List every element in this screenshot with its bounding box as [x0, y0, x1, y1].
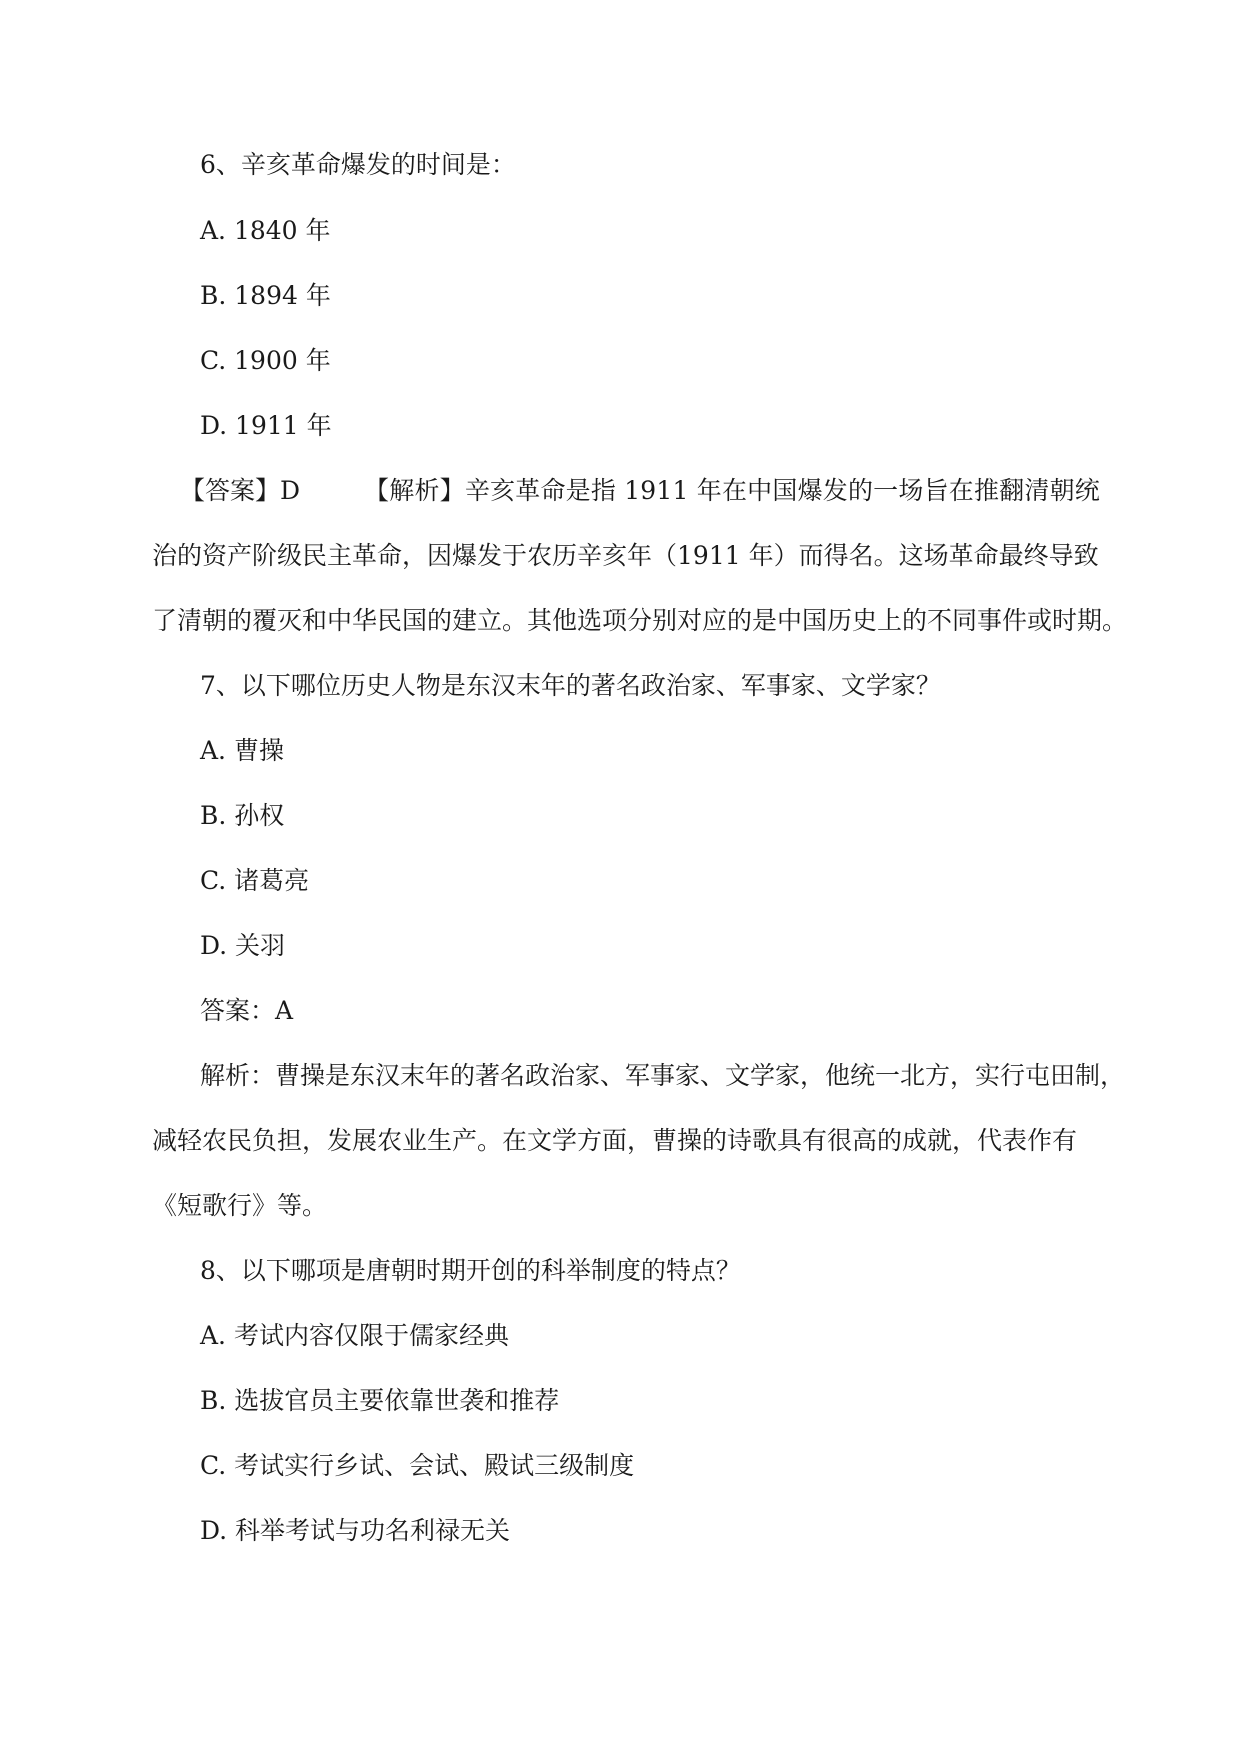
question-8-option-b: B. 选拔官员主要依靠世袭和推荐 [200, 1386, 560, 1415]
question-6-option-b: B. 1894 年 [200, 281, 331, 310]
question-8-option-d: D. 科举考试与功名利禄无关 [200, 1516, 511, 1545]
question-7-option-c: C. 诸葛亮 [200, 866, 310, 895]
question-7-stem: 7、以下哪位历史人物是东汉末年的著名政治家、军事家、文学家？ [200, 671, 941, 700]
question-8-stem: 8、以下哪项是唐朝时期开创的科举制度的特点？ [200, 1256, 741, 1285]
question-7-answer: 答案：A [200, 996, 294, 1025]
question-6-option-d: D. 1911 年 [200, 411, 332, 440]
question-6-answer-analysis [180, 474, 1100, 508]
question-7-analysis-line-3: 《短歌行》等。 [152, 1191, 328, 1220]
question-8-option-c: C. 考试实行乡试、会试、殿试三级制度 [200, 1451, 635, 1480]
question-6-analysis-line-1: 【解析】辛亥革命是指 1911 年在中国爆发的一场旨在推翻清朝统 [364, 476, 1100, 505]
question-6-answer: 【答案】D [180, 476, 301, 505]
question-7-option-a: A. 曹操 [200, 736, 284, 765]
question-7-analysis-line-2: 减轻农民负担，发展农业生产。在文学方面，曹操的诗歌具有很高的成就，代表作有 [152, 1126, 1078, 1155]
question-7-analysis-line-1: 解析：曹操是东汉末年的著名政治家、军事家、文学家，他统一北方，实行屯田制， [200, 1061, 1126, 1090]
question-6-stem: 6、辛亥革命爆发的时间是： [200, 150, 516, 179]
question-6-analysis-line-3: 了清朝的覆灭和中华民国的建立。其他选项分别对应的是中国历史上的不同事件或时期。 [152, 606, 1128, 635]
question-8-option-a: A. 考试内容仅限于儒家经典 [200, 1321, 509, 1350]
question-7-option-b: B. 孙权 [200, 801, 285, 830]
question-6-option-a: A. 1840 年 [200, 216, 331, 245]
question-7-option-d: D. 关羽 [200, 931, 286, 960]
question-6-option-c: C. 1900 年 [200, 346, 331, 375]
question-6-analysis-line-2: 治的资产阶级民主革命，因爆发于农历辛亥年（1911 年）而得名。这场革命最终导致 [152, 541, 1099, 570]
